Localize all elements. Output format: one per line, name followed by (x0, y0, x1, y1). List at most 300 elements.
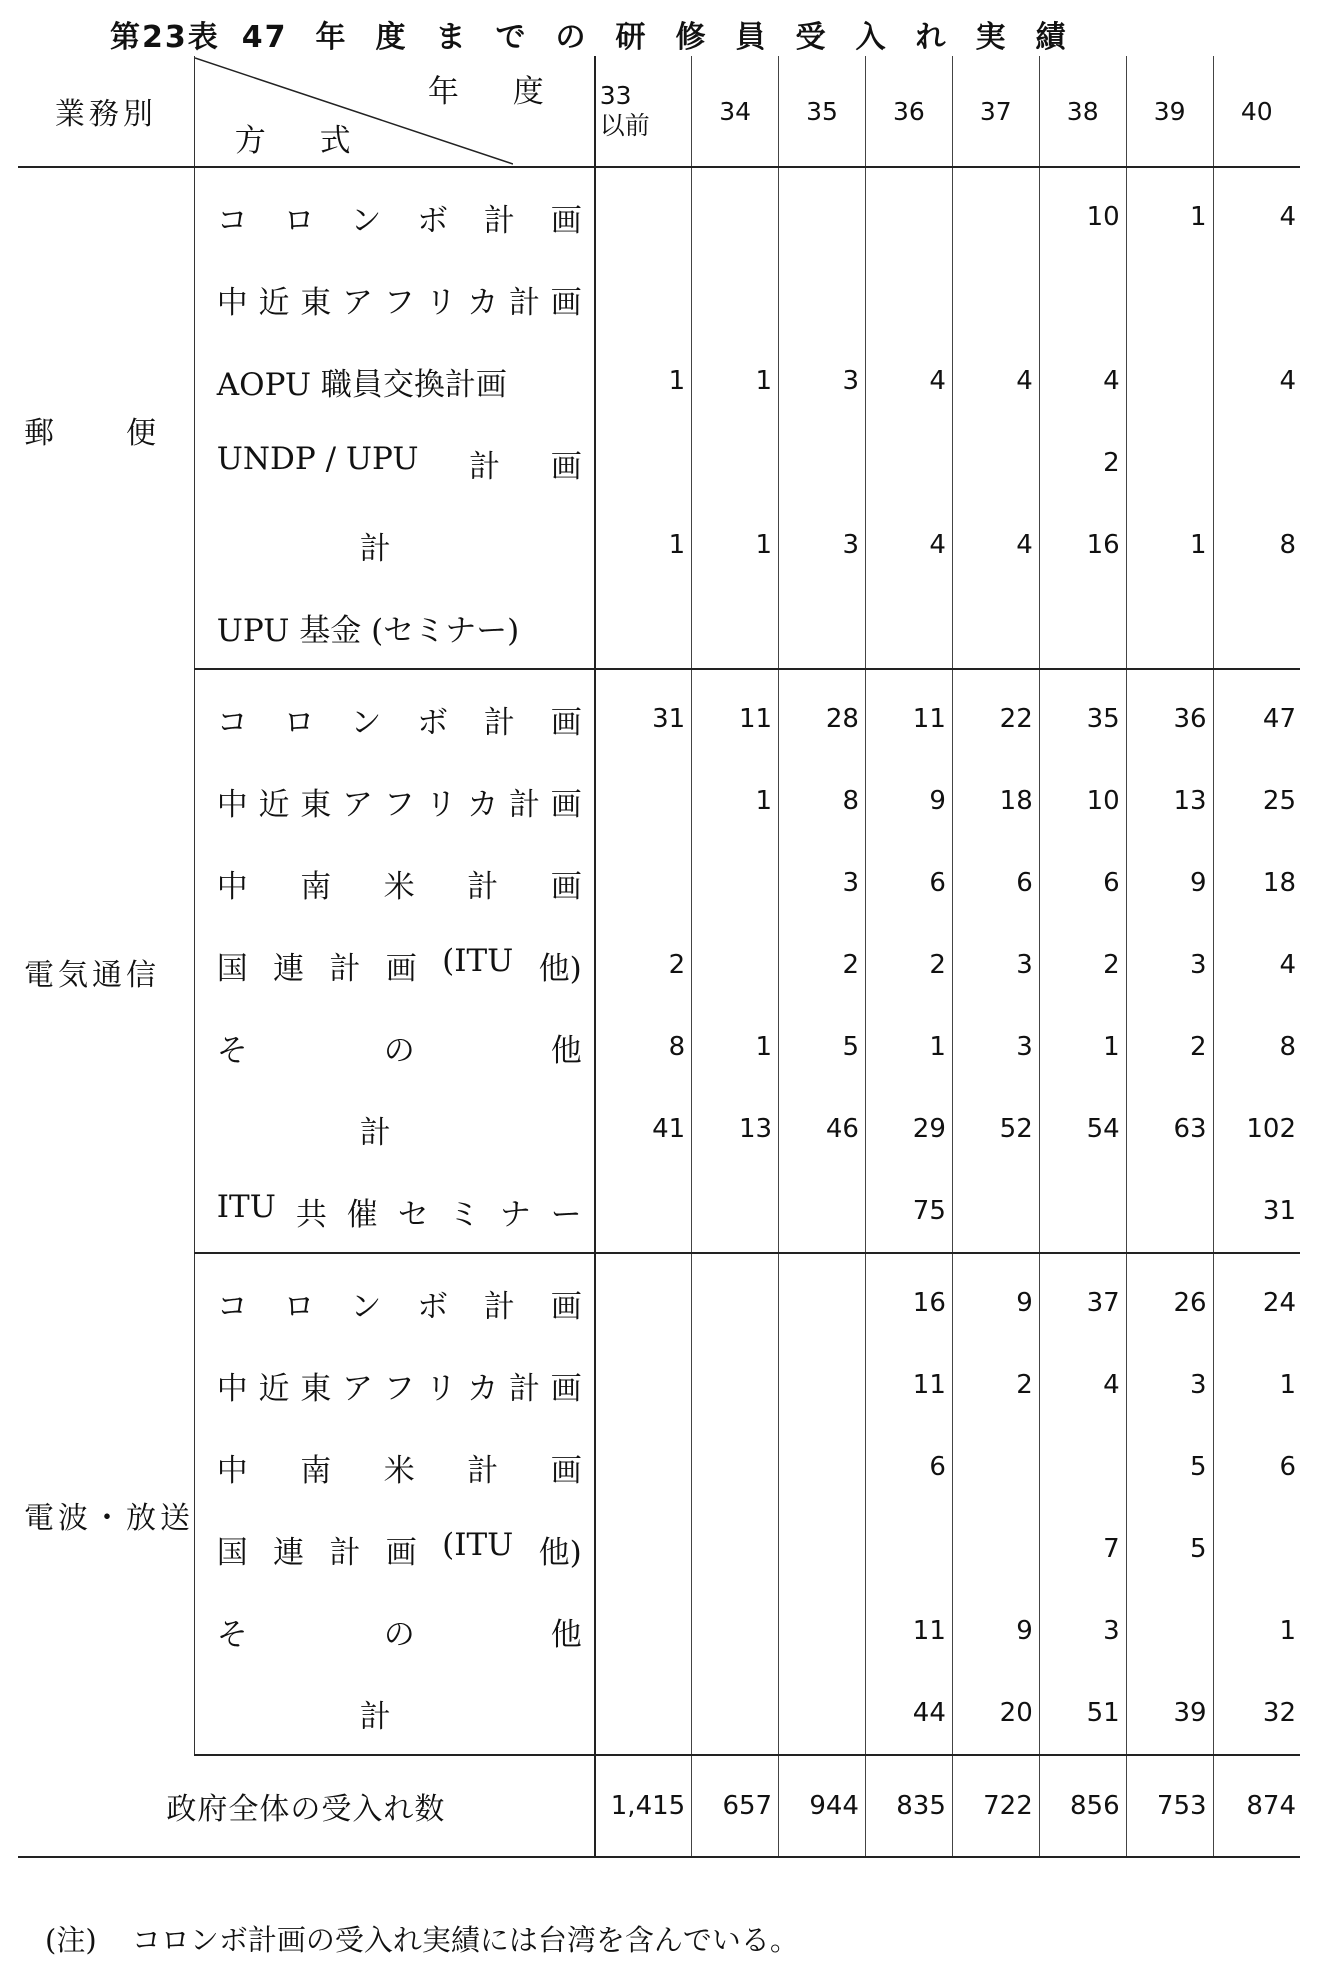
method-label-glyph: リ (425, 284, 457, 321)
value-cell: 44 (865, 1672, 952, 1755)
value-cell: 25 (1262, 786, 1296, 816)
method-label (194, 1253, 594, 1344)
title-part: ま (435, 20, 468, 55)
total-value-cell: 657 (692, 1755, 779, 1857)
total-value-cell: 874 (1213, 1755, 1300, 1857)
table-row (18, 1590, 1300, 1672)
value-cell (952, 258, 1039, 340)
value-cell (595, 1426, 692, 1508)
value-cell: 1 (692, 504, 779, 586)
value-cell: 9 (952, 1253, 1039, 1344)
value-cell: 11 (865, 669, 952, 760)
method-label-text (217, 1527, 594, 1572)
title-part: 績 (1035, 20, 1068, 55)
method-label-text (217, 697, 594, 742)
value-cell (1126, 1170, 1213, 1253)
value-cell (779, 258, 866, 340)
method-label-glyph: 画 (550, 284, 582, 321)
value-cell: 9 (865, 760, 952, 842)
value-cell: 8 (779, 760, 866, 842)
value-cell: 3 (1126, 1344, 1213, 1426)
value-cell: 5 (1126, 1426, 1213, 1508)
value-cell: 6 (865, 1426, 952, 1508)
method-label-glyph: ア (342, 284, 373, 321)
value-cell (692, 258, 779, 340)
title-part: 度 (375, 20, 408, 55)
value-cell (692, 924, 779, 1006)
total-value-cell: 856 (1039, 1755, 1126, 1857)
table-row (18, 760, 1300, 842)
value-cell: 35 (1039, 669, 1126, 760)
value-cell: 11 (692, 669, 779, 760)
value-cell (1039, 586, 1126, 669)
year-header: 35 (779, 56, 866, 167)
value-cell: 6 (865, 842, 952, 924)
total-value-cell: 944 (779, 1755, 866, 1857)
title-part: 修 (675, 20, 708, 55)
method-label (194, 1006, 594, 1088)
value-cell: 4 (952, 504, 1039, 586)
method-label-text: AOPU 職員交換計画 (216, 366, 507, 403)
value-cell (1213, 586, 1300, 669)
method-label-glyph: 他) (538, 1534, 582, 1571)
business-group-label: 電気通信 (18, 669, 194, 1253)
method-label-glyph: 中 (216, 786, 248, 823)
method-label-glyph: 他) (538, 950, 582, 987)
value-cell (1213, 1508, 1300, 1590)
diagonal-header-cell (194, 56, 594, 167)
year-header: 40 (1213, 56, 1300, 167)
value-cell (595, 1508, 692, 1590)
method-label-glyph: 連 (273, 1534, 305, 1571)
value-cell (779, 422, 866, 504)
method-label (194, 760, 594, 842)
method-label-glyph: ITU (216, 1188, 276, 1225)
method-label-text (217, 1281, 594, 1326)
value-cell (1039, 1426, 1126, 1508)
value-cell (692, 1426, 779, 1508)
method-label-glyph: 東 (300, 284, 332, 321)
method-label-glyph: 計 (508, 1370, 540, 1407)
value-cell: 31 (595, 669, 692, 760)
value-cell: 4 (1279, 202, 1296, 232)
title-part: 47 (241, 20, 288, 55)
training-results-table (18, 56, 1300, 1858)
method-label-glyph: 共 (295, 1196, 327, 1233)
method-label-glyph: コ (216, 704, 248, 741)
value-cell: 13 (1126, 760, 1213, 842)
method-label-text: 計 (359, 530, 391, 567)
value-cell (1039, 1170, 1126, 1253)
method-label-glyph: コ (216, 202, 248, 239)
title-part: 年 (315, 20, 348, 55)
method-label-glyph: 中 (216, 1370, 248, 1407)
value-cell: 1 (1279, 1616, 1296, 1646)
value-cell: 8 (1279, 530, 1296, 560)
method-label (194, 1170, 594, 1253)
method-label-glyph: 画 (550, 786, 582, 823)
value-cell: 3 (1039, 1590, 1126, 1672)
value-cell: 7 (1039, 1508, 1126, 1590)
value-cell (779, 1426, 866, 1508)
method-label-glyph: 計 (467, 868, 499, 905)
value-cell (595, 842, 692, 924)
table-row (18, 1672, 1300, 1755)
value-cell: 16 (1039, 504, 1126, 586)
title-part: の (555, 20, 588, 55)
total-row (18, 1755, 1300, 1857)
value-cell: 36 (1126, 669, 1213, 760)
method-label-glyph: 計 (329, 950, 361, 987)
title-part: 研 (615, 20, 648, 55)
method-label-glyph: 画 (550, 1288, 582, 1325)
method-label-glyph: ロ (283, 202, 315, 239)
value-cell: 18 (952, 760, 1039, 842)
method-label-glyph: 計 (483, 1288, 515, 1325)
table-row (18, 504, 1300, 586)
method-label-glyph: ア (342, 786, 373, 823)
value-cell: 2 (952, 1344, 1039, 1426)
method-label-glyph: カ (467, 284, 499, 321)
method-label-text (217, 861, 594, 906)
value-cell (595, 1253, 692, 1344)
total-value-cell: 1,415 (595, 1755, 692, 1857)
method-header: 方 式 (234, 123, 373, 159)
value-cell: 46 (779, 1088, 866, 1170)
value-cell: 4 (952, 340, 1039, 422)
value-cell: 52 (952, 1088, 1039, 1170)
value-cell: 22 (952, 669, 1039, 760)
year-header-first-line2: 以前 (599, 111, 650, 140)
value-cell (595, 167, 692, 258)
method-label-glyph: 計 (508, 284, 540, 321)
method-label (194, 842, 594, 924)
method-label-glyph: の (383, 1616, 415, 1653)
value-cell (692, 422, 779, 504)
value-cell: 2 (865, 924, 952, 1006)
table-row (18, 586, 1300, 669)
value-cell: 2 (1039, 422, 1126, 504)
method-label (194, 1344, 594, 1426)
table-title (110, 12, 1170, 56)
value-cell: 4 (1039, 340, 1126, 422)
method-label-glyph: リ (425, 786, 457, 823)
value-cell: 4 (1039, 1344, 1126, 1426)
value-cell: 1 (1126, 504, 1213, 586)
method-label-glyph: 米 (383, 868, 415, 905)
method-label (194, 340, 594, 422)
value-cell: 1 (1126, 167, 1213, 258)
method-label-text (217, 943, 594, 988)
method-label (194, 924, 594, 1006)
value-cell: 28 (779, 669, 866, 760)
method-label-glyph: 連 (273, 950, 305, 987)
method-label-glyph: 中 (216, 284, 248, 321)
value-cell: 16 (865, 1253, 952, 1344)
value-cell: 3 (1126, 924, 1213, 1006)
value-cell: 1 (692, 1006, 779, 1088)
value-cell (692, 1344, 779, 1426)
table-row (18, 167, 1300, 258)
value-cell (692, 1672, 779, 1755)
value-cell (952, 422, 1039, 504)
value-cell: 3 (779, 504, 866, 586)
value-cell: 6 (1039, 842, 1126, 924)
table-row (18, 1426, 1300, 1508)
value-cell (1213, 422, 1300, 504)
value-cell: 4 (865, 504, 952, 586)
method-label-text: 計 (359, 1698, 391, 1735)
method-label-glyph: 催 (346, 1196, 378, 1233)
method-label-glyph: 東 (300, 786, 332, 823)
method-label-glyph: 東 (300, 1370, 332, 1407)
method-label-glyph: フ (383, 1370, 415, 1407)
value-cell: 37 (1039, 1253, 1126, 1344)
method-label-glyph: 近 (258, 284, 290, 321)
title-part: 員 (735, 20, 768, 55)
method-label-glyph: 他 (550, 1616, 582, 1653)
table-row (18, 1344, 1300, 1426)
value-cell (952, 167, 1039, 258)
title-part: 実 (975, 20, 1008, 55)
method-label-glyph: 他 (550, 1032, 582, 1069)
table-row (18, 422, 1300, 504)
method-label-glyph: (ITU (442, 942, 514, 979)
method-label-glyph: UNDP / UPU (216, 440, 419, 477)
table-row (18, 1170, 1300, 1253)
value-cell (1126, 586, 1213, 669)
method-label-glyph: そ (216, 1032, 248, 1069)
value-cell: 31 (1213, 1170, 1300, 1253)
value-cell: 5 (779, 1006, 866, 1088)
value-cell: 1 (865, 1006, 952, 1088)
value-cell (692, 586, 779, 669)
value-cell: 41 (595, 1088, 692, 1170)
value-cell (1126, 258, 1213, 340)
method-label-glyph: 画 (550, 868, 582, 905)
value-cell (952, 1426, 1039, 1508)
method-label (194, 1426, 594, 1508)
value-cell (595, 1170, 692, 1253)
value-cell (779, 1590, 866, 1672)
table-row (18, 924, 1300, 1006)
value-cell: 2 (1126, 1006, 1213, 1088)
method-label-glyph: 計 (483, 202, 515, 239)
year-header: 39 (1126, 56, 1213, 167)
method-label-glyph: ー (550, 1196, 582, 1233)
value-cell (692, 1508, 779, 1590)
method-label (194, 422, 594, 504)
method-label-text (217, 1189, 594, 1234)
value-cell (1126, 422, 1213, 504)
method-label-glyph: 計 (467, 1452, 499, 1489)
value-cell: 51 (1039, 1672, 1126, 1755)
method-label-glyph: 南 (300, 868, 332, 905)
method-label-glyph: 画 (385, 950, 417, 987)
method-label-text (217, 1445, 594, 1490)
method-label-glyph: ア (342, 1370, 373, 1407)
method-label-glyph: 画 (385, 1534, 417, 1571)
method-label-glyph: ボ (417, 704, 449, 741)
method-label-text: UPU 基金 (セミナー) (216, 612, 520, 649)
value-cell: 13 (692, 1088, 779, 1170)
method-label-text (217, 779, 594, 824)
method-label (194, 167, 594, 258)
value-cell (595, 760, 692, 842)
value-cell (1126, 1590, 1213, 1672)
method-label-glyph: の (383, 1032, 415, 1069)
year-header: 34 (692, 56, 779, 167)
method-label-glyph: ン (350, 202, 382, 239)
method-label-text (217, 1609, 594, 1654)
value-cell: 9 (952, 1590, 1039, 1672)
method-label-glyph: 画 (550, 1452, 582, 1489)
method-label (194, 1508, 594, 1590)
value-cell: 6 (1279, 1452, 1296, 1482)
table-row (18, 1006, 1300, 1088)
value-cell (595, 586, 692, 669)
method-label-text (217, 277, 594, 322)
method-label (194, 1088, 594, 1170)
value-cell: 1 (595, 340, 692, 422)
method-label-glyph: フ (383, 284, 415, 321)
method-label-glyph: 画 (550, 448, 582, 485)
value-cell: 102 (1246, 1114, 1296, 1144)
value-cell (952, 586, 1039, 669)
value-cell: 26 (1126, 1253, 1213, 1344)
value-cell (865, 167, 952, 258)
method-label-glyph: 南 (300, 1452, 332, 1489)
method-label-glyph: 中 (216, 1452, 248, 1489)
total-value-cell: 722 (952, 1755, 1039, 1857)
method-label-glyph: ボ (417, 202, 449, 239)
value-cell (865, 1508, 952, 1590)
business-header: 業務別 (18, 56, 194, 167)
value-cell: 4 (1279, 366, 1296, 396)
value-cell: 11 (865, 1590, 952, 1672)
value-cell: 11 (865, 1344, 952, 1426)
year-header-first (595, 56, 692, 167)
value-cell (595, 1344, 692, 1426)
value-cell: 24 (1262, 1288, 1296, 1318)
fiscal-year-header: 年 度 (427, 74, 566, 110)
method-label-glyph: ボ (417, 1288, 449, 1325)
method-label-glyph: 画 (550, 202, 582, 239)
method-label-glyph: 計 (329, 1534, 361, 1571)
value-cell: 3 (952, 1006, 1039, 1088)
value-cell (779, 167, 866, 258)
value-cell (952, 1170, 1039, 1253)
value-cell (779, 1508, 866, 1590)
method-label-glyph: カ (467, 1370, 499, 1407)
value-cell (865, 258, 952, 340)
value-cell: 20 (952, 1672, 1039, 1755)
year-header: 37 (952, 56, 1039, 167)
value-cell: 9 (1126, 842, 1213, 924)
year-header-first-line1: 33 (599, 81, 632, 110)
method-label-glyph: ナ (499, 1196, 531, 1233)
footnote (45, 1918, 799, 1959)
value-cell: 3 (779, 842, 866, 924)
method-label-glyph: 近 (258, 786, 290, 823)
value-cell (692, 842, 779, 924)
method-label-glyph: 画 (550, 704, 582, 741)
value-cell (692, 1253, 779, 1344)
method-label-glyph: ミ (448, 1196, 480, 1233)
value-cell: 29 (865, 1088, 952, 1170)
method-label (194, 1590, 594, 1672)
year-header: 36 (865, 56, 952, 167)
method-label-glyph: 中 (216, 868, 248, 905)
value-cell (779, 1170, 866, 1253)
value-cell: 39 (1126, 1672, 1213, 1755)
value-cell: 18 (1262, 868, 1296, 898)
title-part: 入 (855, 20, 888, 55)
value-cell (779, 1253, 866, 1344)
method-label-glyph: 近 (258, 1370, 290, 1407)
method-label-text (217, 195, 594, 240)
footnote-tag: (注) (45, 1923, 97, 1957)
value-cell (692, 1170, 779, 1253)
method-label-glyph: ロ (283, 1288, 315, 1325)
title-part: 受 (795, 20, 828, 55)
value-cell (1039, 258, 1126, 340)
method-label-glyph: フ (383, 786, 415, 823)
value-cell (595, 1672, 692, 1755)
method-label-glyph: セ (397, 1196, 429, 1233)
method-label-text (217, 1363, 594, 1408)
value-cell: 1 (595, 504, 692, 586)
method-label-glyph: 計 (483, 704, 515, 741)
value-cell: 1 (692, 340, 779, 422)
method-label-glyph: そ (216, 1616, 248, 1653)
value-cell: 32 (1213, 1672, 1300, 1755)
table-row (18, 258, 1300, 340)
total-value-cell: 835 (865, 1755, 952, 1857)
method-label-glyph: 米 (383, 1452, 415, 1489)
method-label-glyph: ロ (283, 704, 315, 741)
value-cell (1213, 258, 1300, 340)
value-cell: 3 (779, 340, 866, 422)
table-row (18, 1253, 1300, 1344)
table-row (18, 340, 1300, 422)
title-part: れ (915, 20, 948, 55)
value-cell: 54 (1039, 1088, 1126, 1170)
footnote-text: コロンボ計画の受入れ実績には台湾を含んでいる。 (131, 1923, 799, 1957)
method-label-glyph: リ (425, 1370, 457, 1407)
table-row (18, 669, 1300, 760)
value-cell: 2 (1039, 924, 1126, 1006)
value-cell (952, 1508, 1039, 1590)
method-label-glyph: 計 (508, 786, 540, 823)
value-cell: 3 (952, 924, 1039, 1006)
value-cell: 6 (952, 842, 1039, 924)
method-label-glyph: カ (467, 786, 499, 823)
method-label-text (217, 1025, 594, 1070)
value-cell: 5 (1126, 1508, 1213, 1590)
business-group-label: 郵 便 (18, 167, 194, 669)
method-label-glyph: 国 (216, 950, 248, 987)
value-cell (692, 167, 779, 258)
value-cell: 1 (692, 760, 779, 842)
value-cell (595, 422, 692, 504)
value-cell: 63 (1126, 1088, 1213, 1170)
value-cell: 2 (595, 924, 692, 1006)
value-cell: 8 (1279, 1032, 1296, 1062)
header-row (18, 56, 1300, 167)
year-header: 38 (1039, 56, 1126, 167)
value-cell: 47 (1262, 704, 1296, 734)
